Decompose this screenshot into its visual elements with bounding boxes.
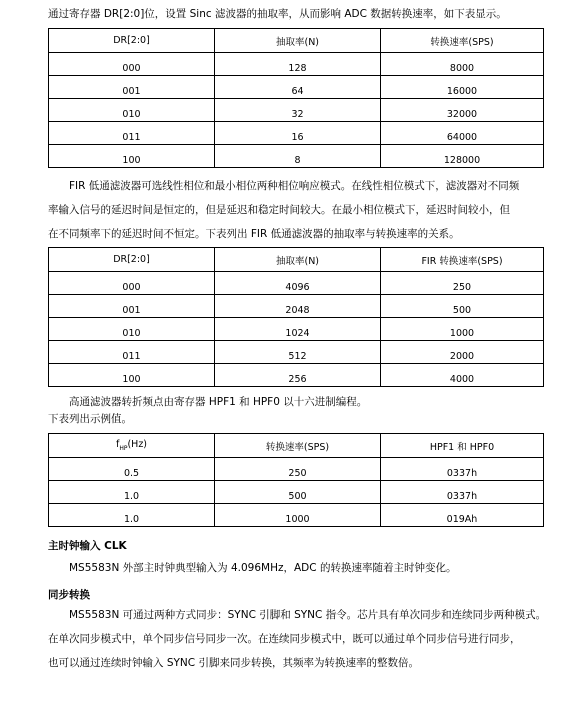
- table-row: [49, 122, 544, 145]
- table-cell: 64000: [381, 122, 544, 145]
- table-row: [49, 76, 544, 99]
- table-cell: 001: [49, 76, 215, 99]
- table-cell: 1.0: [49, 481, 215, 504]
- table-header-row: [49, 29, 544, 53]
- hpf-paragraph-line-1: 高通滤波器转折频点由寄存器 HPF1 和 HPF0 以十六进制编程。: [69, 396, 368, 408]
- table-cell: 64: [215, 76, 381, 99]
- table-cell: 500: [381, 295, 544, 318]
- fhp-symbol: f: [115, 439, 120, 451]
- table-cell: 4000: [381, 364, 544, 387]
- table-row: [49, 145, 544, 168]
- table-cell: 32: [215, 99, 381, 122]
- hpf-example-table: [48, 433, 544, 527]
- table-cell: 4096: [215, 272, 381, 295]
- header-cell: DR[2:0]: [49, 248, 215, 272]
- table-cell: 001: [49, 295, 215, 318]
- header-cell: 抽取率(N): [215, 29, 381, 53]
- table-row: [49, 318, 544, 341]
- sync-paragraph-line-3: 也可以通过连续时钟输入 SYNC 引脚来同步转换，其频率为转换速率的整数倍。: [48, 657, 419, 669]
- intro-paragraph: 通过寄存器 DR[2:0]位，设置 Sinc 滤波器的抽取率，从而影响 ADC 数据转换速率，如下表显示。: [48, 8, 507, 20]
- table-cell: 1024: [215, 318, 381, 341]
- fhp-unit: (Hz): [127, 439, 148, 451]
- table-cell: 0.5: [49, 458, 215, 481]
- table-cell: 16000: [381, 76, 544, 99]
- table-cell: 000: [49, 53, 215, 76]
- table-cell: 011: [49, 341, 215, 364]
- table-cell: 128: [215, 53, 381, 76]
- table-cell: 256: [215, 364, 381, 387]
- table-row: [49, 481, 544, 504]
- header-cell: DR[2:0]: [49, 29, 215, 53]
- table-cell: 16: [215, 122, 381, 145]
- table-row: [49, 504, 544, 527]
- fhp-subscript: HP: [119, 444, 128, 452]
- table-cell: 100: [49, 364, 215, 387]
- fir-paragraph-line-1: FIR 低通滤波器可选线性相位和最小相位两种相位响应模式。在线性相位模式下，滤波器对不同频: [69, 180, 520, 192]
- table-cell: 000: [49, 272, 215, 295]
- table-row: [49, 99, 544, 122]
- table-cell: 0337h: [381, 481, 544, 504]
- fir-paragraph-line-2: 率输入信号的延迟时间是恒定的，但是延迟和稳定时间较大。在最小相位模式下，延迟时间较小，但: [48, 204, 510, 216]
- table-cell: 1000: [215, 504, 381, 527]
- table-cell: 019Ah: [381, 504, 544, 527]
- table-cell: 8: [215, 145, 381, 168]
- header-cell: 转换速率(SPS): [381, 29, 544, 53]
- table-cell: 512: [215, 341, 381, 364]
- header-cell: FIR 转换速率(SPS): [381, 248, 544, 272]
- table-cell: 011: [49, 122, 215, 145]
- table-cell: 500: [215, 481, 381, 504]
- table-row: [49, 295, 544, 318]
- table-cell: 0337h: [381, 458, 544, 481]
- sync-section-heading: 同步转换: [48, 589, 90, 601]
- table-cell: 100: [49, 145, 215, 168]
- table-cell: 010: [49, 318, 215, 341]
- clk-section-text: MS5583N 外部主时钟典型输入为 4.096MHz，ADC 的转换速率随着主时钟变化。: [69, 562, 457, 574]
- table-row: [49, 341, 544, 364]
- table-cell: 1000: [381, 318, 544, 341]
- table-row: [49, 458, 544, 481]
- hpf-paragraph-line-2: 下表列出示例值。: [48, 413, 132, 425]
- table-cell: 010: [49, 99, 215, 122]
- table-cell: 128000: [381, 145, 544, 168]
- header-cell: HPF1 和 HPF0: [381, 434, 544, 458]
- fir-decimation-table: [48, 247, 544, 387]
- sync-paragraph-line-2: 在单次同步模式中，单个同步信号同步一次。在连续同步模式中，既可以通过单个同步信号进行同步，: [48, 633, 521, 645]
- fir-paragraph-line-3: 在不同频率下的延迟时间不恒定。下表列出 FIR 低通滤波器的抽取率与转换速率的关系。: [48, 228, 460, 240]
- table-header-row: [49, 434, 544, 458]
- table-cell: 1.0: [49, 504, 215, 527]
- clk-section-heading: 主时钟输入 CLK: [48, 540, 127, 552]
- table-header-row: [49, 248, 544, 272]
- table-row: [49, 364, 544, 387]
- sinc-decimation-table: [48, 28, 544, 168]
- table-cell: 32000: [381, 99, 544, 122]
- table-cell: 250: [215, 458, 381, 481]
- table-cell: 250: [381, 272, 544, 295]
- header-cell-fhp: [49, 434, 215, 458]
- table-cell: 8000: [381, 53, 544, 76]
- table-row: [49, 53, 544, 76]
- header-cell: 转换速率(SPS): [215, 434, 381, 458]
- table-row: [49, 272, 544, 295]
- header-cell: 抽取率(N): [215, 248, 381, 272]
- sync-paragraph-line-1: MS5583N 可通过两种方式同步：SYNC 引脚和 SYNC 指令。芯片具有单次同步和连续同步两种模式。: [69, 609, 547, 621]
- table-cell: 2000: [381, 341, 544, 364]
- table-cell: 2048: [215, 295, 381, 318]
